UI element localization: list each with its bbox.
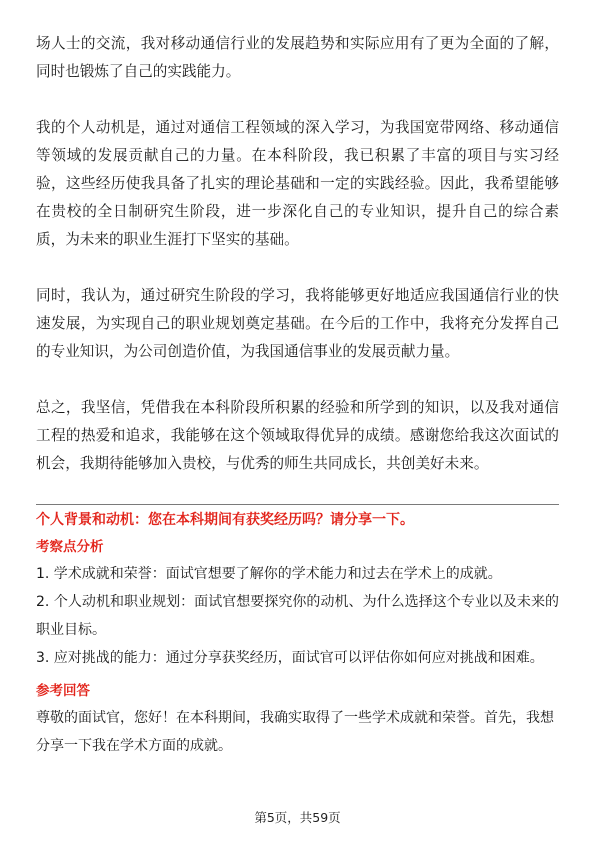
answer-title: 参考回答: [36, 683, 90, 699]
paragraph-motivation: 我的个人动机是，通过对通信工程领域的深入学习，为我国宽带网络、移动通信等领域的发展贡献自己的力量。在本科阶段，我已积累了丰富的项目与实习经验，这些经历使我具备了扎实的理论基础和一定的实践经验。因此，我希望能够在贵校的全日制研究生阶段，进一步深化自己的专业知识，提升自己的综合素质，为未来的职业生涯打下坚实的基础。: [36, 119, 559, 248]
answer-text: 尊敬的面试官，您好！在本科期间，我确实取得了一些学术成就和荣誉。首先，我想分享一下我在学术方面的成就。: [36, 710, 554, 754]
body-text: [36, 30, 559, 478]
analysis-item: 3. 应对挑战的能力：通过分享获奖经历，面试官可以评估你如何应对挑战和困难。: [36, 650, 544, 666]
paragraph-conclusion: 总之，我坚信，凭借我在本科阶段所积累的经验和所学到的知识，以及我对通信工程的热爱和追求，我能够在这个领域取得优异的成绩。感谢您给我这次面试的机会，我期待能够加入贵校，与优秀的师生共同成长，共创美好未来。: [36, 399, 559, 472]
section-divider: [36, 504, 559, 505]
paragraph-career: 同时，我认为，通过研究生阶段的学习，我将能够更好地适应我国通信行业的快速发展，为实现自己的职业规划奠定基础。在今后的工作中，我将充分发挥自己的专业知识，为公司创造价值，为我国通信事业的发展贡献力量。: [36, 287, 559, 360]
page-number: 第5页，共59页: [254, 810, 341, 825]
analysis-item: 1. 学术成就和荣誉：面试官想要了解你的学术能力和过去在学术上的成就。: [36, 566, 502, 582]
qa-section: [36, 506, 559, 760]
analysis-title: 考察点分析: [36, 539, 104, 555]
question-heading: 个人背景和动机：您在本科期间有获奖经历吗？请分享一下。: [36, 512, 414, 528]
analysis-item: 2. 个人动机和职业规划：面试官想要探究你的动机、为什么选择这个专业以及未来的职业目标。: [36, 594, 559, 638]
paragraph-continuation: 场人士的交流，我对移动通信行业的发展趋势和实际应用有了更为全面的了解，同时也锻炼了自己的实践能力。: [36, 35, 559, 80]
